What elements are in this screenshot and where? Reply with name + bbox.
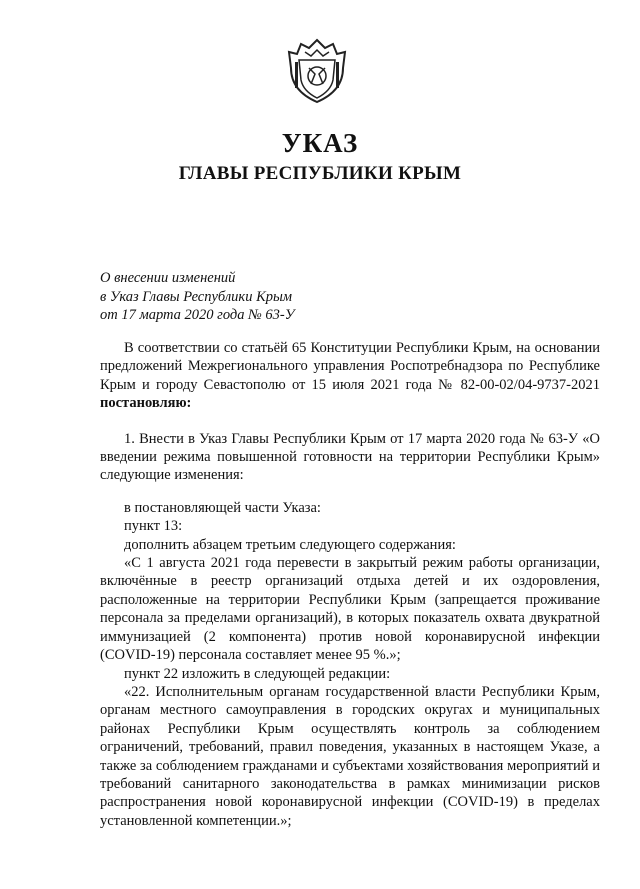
add-paragraph-line: дополнить абзацем третьим следующего содержания: bbox=[124, 536, 456, 553]
point-13-line: пункт 13: bbox=[124, 518, 183, 535]
preamble-text: В соответствии со статьёй 65 Конституции Республики Крым, на основании предложений Межрегионального управления Роспотребнадзора по Республике Крым и городу Севастополю от 15 июля 2021 года № 82-00-02/04-9737-2021 bbox=[100, 340, 600, 393]
subject-line: от 17 марта 2020 года № 63-У bbox=[100, 307, 295, 323]
document-title: УКАЗ bbox=[281, 128, 359, 158]
quote-point-22-paragraph: «22. Исполнительным органам государственной власти Республики Крым, органам местного самоуправления в городских округах и муниципальных районах Республики Крым осуществлять контроль за соблюдением ограничений, требований, правил поведения, указанных в настоящем Указе, а также за соблюдением гражданами и субъектами хозяйствования мероприятий и требований санитарного законодательства в рамках минимизации рисков распространения новой коронавирусной инфекции (COVID-19) в пределах установленной компетенции.»; bbox=[100, 683, 600, 829]
document-subject bbox=[100, 269, 295, 325]
subject-line: в Указ Главы Республики Крым bbox=[100, 288, 293, 305]
document-subtitle: ГЛАВЫ РЕСПУБЛИКИ КРЫМ bbox=[178, 163, 462, 184]
crimea-coat-of-arms-icon bbox=[287, 38, 347, 104]
point-22-line: пункт 22 изложить в следующей редакции: bbox=[124, 665, 391, 682]
operative-part-line: в постановляющей части Указа: bbox=[124, 499, 321, 516]
document-body bbox=[100, 339, 600, 830]
subject-line: О внесении изменений bbox=[100, 270, 236, 286]
preamble-paragraph bbox=[100, 339, 600, 413]
item-1-intro: 1. Внести в Указ Главы Республики Крым от 17 марта 2020 года № 63-У «О введении режима повышенной готовности на территории Республики Крым» следующие изменения: bbox=[100, 430, 600, 484]
quote-august-paragraph: «С 1 августа 2021 года перевести в закрытый режим работы организации, включённые в реестр организаций отдыха детей и их оздоровления, расположенные на территории Республики Крым (запрещается проживание персонала за пределами организаций), в которых показатель охвата двукратной иммунизацией (2 компонента) против новой коронавирусной инфекции (COVID-19) персонала составляет менее 95 %.»; bbox=[100, 555, 600, 664]
decree-word: постановляю: bbox=[100, 395, 192, 412]
